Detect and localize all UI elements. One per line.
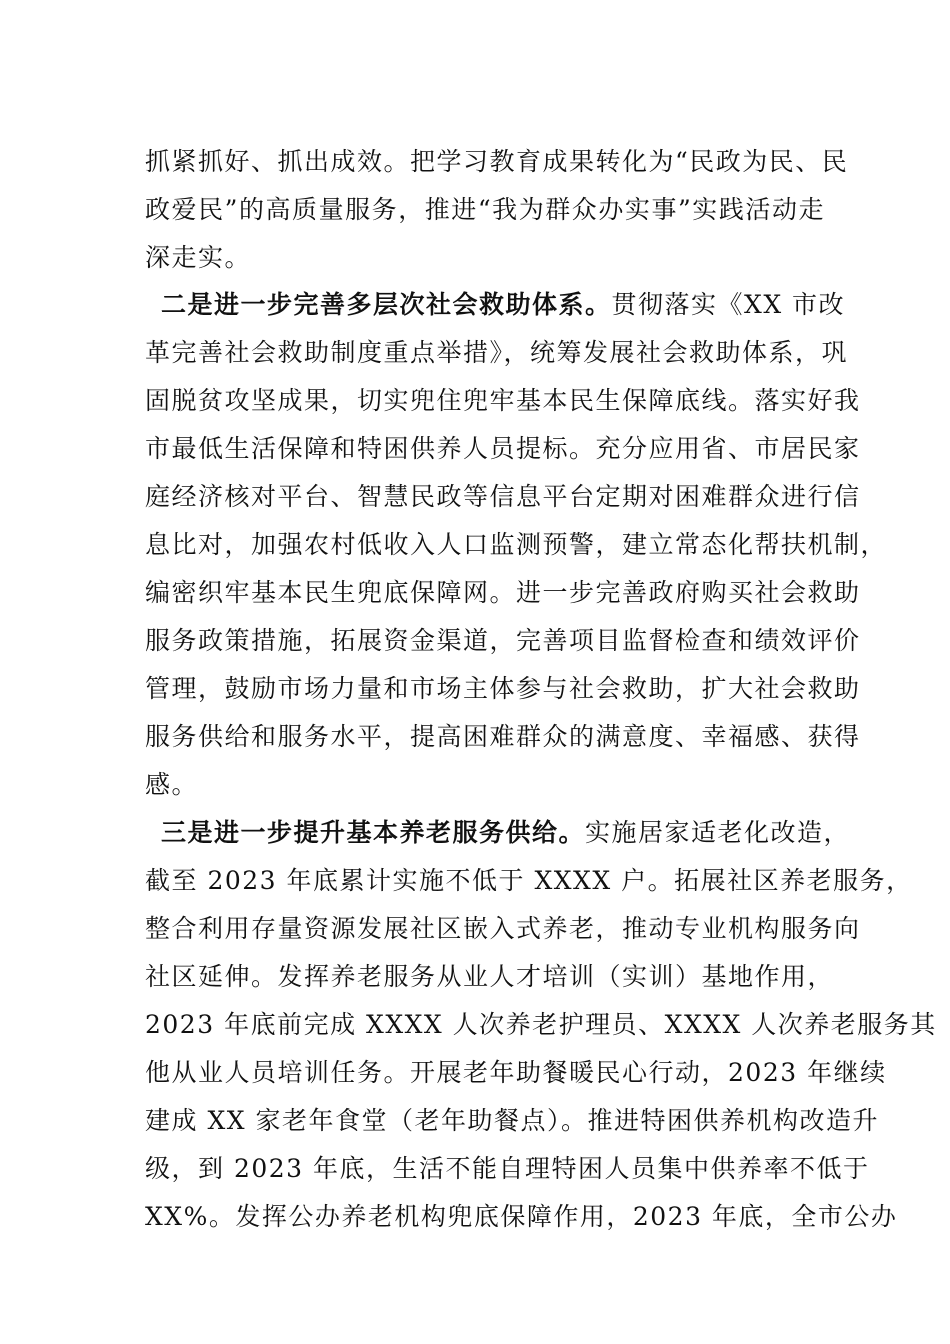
paragraph-2-line-1-text: 贯彻落实《XX 市改 <box>611 290 846 319</box>
paragraph-3-line-5: 2023 年底前完成 XXXX 人次养老护理员、XXXX 人次养老服务其 <box>145 1010 937 1039</box>
paragraph-3-line-7: 建成 XX 家老年食堂（老年助餐点）。推进特困供养机构改造升 <box>145 1106 879 1135</box>
paragraph-3-line-8: 级，到 2023 年底，生活不能自理特困人员集中供养率不低于 <box>145 1154 870 1183</box>
paragraph-2-lead: 二是进一步完善多层次社会救助体系。 <box>161 290 612 319</box>
paragraph-1-line-2: 政爱民”的高质量服务，推进“我为群众办实事”实践活动走 <box>145 195 825 224</box>
paragraph-2-line-10: 服务供给和服务水平，提高困难群众的满意度、幸福感、获得 <box>145 722 861 751</box>
paragraph-2-line-1 <box>161 289 846 321</box>
paragraph-2-line-9: 管理，鼓励市场力量和市场主体参与社会救助，扩大社会救助 <box>145 674 861 703</box>
paragraph-3-line-2: 截至 2023 年底累计实施不低于 XXXX 户。拓展社区养老服务， <box>145 866 913 895</box>
paragraph-2-line-2: 革完善社会救助制度重点举措》，统筹发展社会救助体系，巩 <box>145 338 849 367</box>
paragraph-2-line-7: 编密织牢基本民生兜底保障网。进一步完善政府购买社会救助 <box>145 578 861 607</box>
paragraph-3-line-4: 社区延伸。发挥养老服务从业人才培训（实训）基地作用， <box>145 962 835 991</box>
paragraph-1-line-3: 深走实。 <box>145 243 252 272</box>
paragraph-3-line-1-text: 实施居家适老化改造， <box>585 818 851 847</box>
paragraph-2-line-3: 固脱贫攻坚成果，切实兜住兜牢基本民生保障底线。落实好我 <box>145 386 861 415</box>
paragraph-1-line-1: 抓紧抓好、抓出成效。把学习教育成果转化为“民政为民、民 <box>145 147 849 176</box>
paragraph-2-line-8: 服务政策措施，拓展资金渠道，完善项目监督检查和绩效评价 <box>145 626 861 655</box>
paragraph-3-line-6: 他从业人员培训任务。开展老年助餐暖民心行动，2023 年继续 <box>145 1058 887 1087</box>
paragraph-3-line-9: XX%。发挥公办养老机构兜底保障作用，2023 年底，全市公办 <box>145 1202 898 1231</box>
paragraph-2-line-11: 感。 <box>145 770 199 799</box>
paragraph-2-line-6: 息比对，加强农村低收入人口监测预警，建立常态化帮扶机制， <box>145 530 888 559</box>
paragraph-2-line-4: 市最低生活保障和特困供养人员提标。充分应用省、市居民家 <box>145 434 861 463</box>
paragraph-3-line-1 <box>161 817 851 849</box>
paragraph-3-line-3: 整合利用存量资源发展社区嵌入式养老，推动专业机构服务向 <box>145 914 861 943</box>
paragraph-3-lead: 三是进一步提升基本养老服务供给。 <box>161 818 586 847</box>
paragraph-2-line-5: 庭经济核对平台、智慧民政等信息平台定期对困难群众进行信 <box>145 482 861 511</box>
